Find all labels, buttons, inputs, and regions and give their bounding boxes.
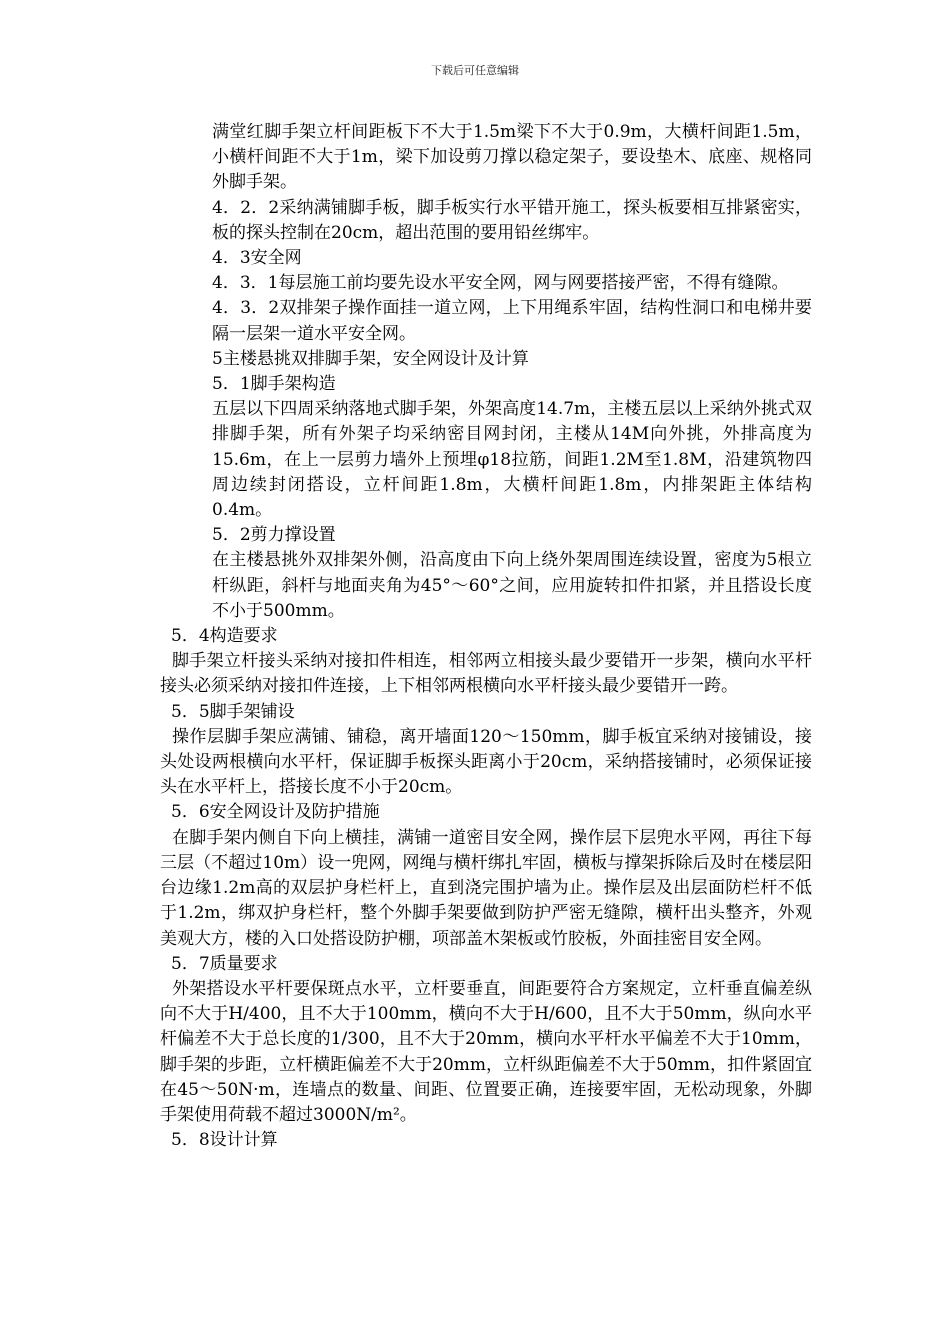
paragraph: 4．3．1每层施工前均要先设水平安全网，网与网要搭接严密，不得有缝隙。: [212, 273, 789, 294]
paragraph: 外架搭设水平杆要保斑点水平，立杆要垂直，间距要符合方案规定，立杆垂直偏差纵向不大于H/400，且不大于100mm，横向不大于H/600，且不大于50mm，纵向水平杆偏差不大于总长度的1/300，且不大于20mm，横向水平杆水平偏差不大于10mm，脚手架的步距，立杆横距偏差不大于20mm，立杆纵距偏差不大于50mm，扣件紧固宜在45～50N·m，连墙点的数量、间距、位置要正确，连接要牢固，无松动现象，外脚手架使用荷载不超过3000N/m²。: [160, 978, 812, 1125]
paragraph: 满堂红脚手架立杆间距板下不大于1.5m梁下不大于0.9m，大横杆间距1.5m，小横杆间距不大于1m，梁下加设剪刀撑以稳定架子，要设垫木、底座、规格同外脚手架。: [212, 122, 812, 193]
paragraph: 4．2．2采纳满铺脚手板，脚手板实行水平错开施工，探头板要相互排紧密实，板的探头控制在20cm，超出范围的要用铅丝绑牢。: [212, 197, 812, 243]
section-heading: 5．7质量要求: [171, 953, 278, 974]
section-heading: 5．1脚手架构造: [212, 374, 336, 395]
section-heading: 5．8设计计算: [171, 1130, 278, 1151]
paragraph: 4．3．2双排架子操作面挂一道立网，上下用绳系牢固，结构性洞口和电梯井要隔一层架一道水平安全网。: [212, 298, 812, 344]
paragraph: 脚手架立杆接头采纳对接扣件相连，相邻两立相接头最少要错开一步架，横向水平杆接头必须采纳对接扣件连接，上下相邻两根横向水平杆接头最少要错开一跨。: [160, 651, 812, 697]
section-heading: 5．5脚手架铺设: [171, 701, 295, 722]
paragraph: 在主楼悬挑外双排架外侧，沿高度由下向上绕外架周围连续设置，密度为5根立杆纵距，斜杆与地面夹角为45°～60°之间，应用旋转扣件扣紧，并且搭设长度不小于500mm。: [212, 550, 812, 621]
section-heading: 4．3安全网: [212, 248, 302, 269]
section-heading: 5．4构造要求: [171, 626, 278, 647]
page-header: 下载后可任意编辑: [431, 64, 519, 77]
paragraph: 在脚手架内侧自下向上横挂，满铺一道密目安全网，操作层下层兜水平网，再往下每三层（不超过10m）设一兜网，网绳与横杆绑扎牢固，横板与撑架拆除后及时在楼层阳台边缘1.2m高的双层护身栏杆上，直到浇完围护墙为止。操作层及出层面防栏杆不低于1.2m，绑双护身栏杆，整个外脚手架要做到防护严密无缝隙，横杆出头整齐，外观美观大方，楼的入口处搭设防护棚，项部盖木架板或竹胶板，外面挂密目安全网。: [160, 827, 812, 949]
section-heading: 5．2剪力撑设置: [212, 525, 336, 546]
paragraph: 操作层脚手架应满铺、铺稳，离开墙面120～150mm，脚手板宜采纳对接铺设，接头处设两根横向水平杆，保证脚手板探头距离小于20cm，采纳搭接铺时，必须保证接头在水平杆上，搭接长度不小于20cm。: [160, 726, 812, 798]
paragraph: 五层以下四周采纳落地式脚手架，外架高度14.7m，主楼五层以上采纳外挑式双排脚手架，所有外架子均采纳密目网封闭，主楼从14M向外挑，外排高度为15.6m，在上一层剪力墙外上预埋φ18拉筋，间距1.2M至1.8M，沿建筑物四周边续封闭搭设，立杆间距1.8m，大横杆间距1.8m，内排架距主体结构0.4m。: [212, 399, 812, 521]
section-heading: 5．6安全网设计及防护措施: [171, 802, 380, 823]
document-body: [0, 120, 950, 1153]
section-heading: 5主楼悬挑双排脚手架，安全网设计及计算: [212, 348, 529, 369]
